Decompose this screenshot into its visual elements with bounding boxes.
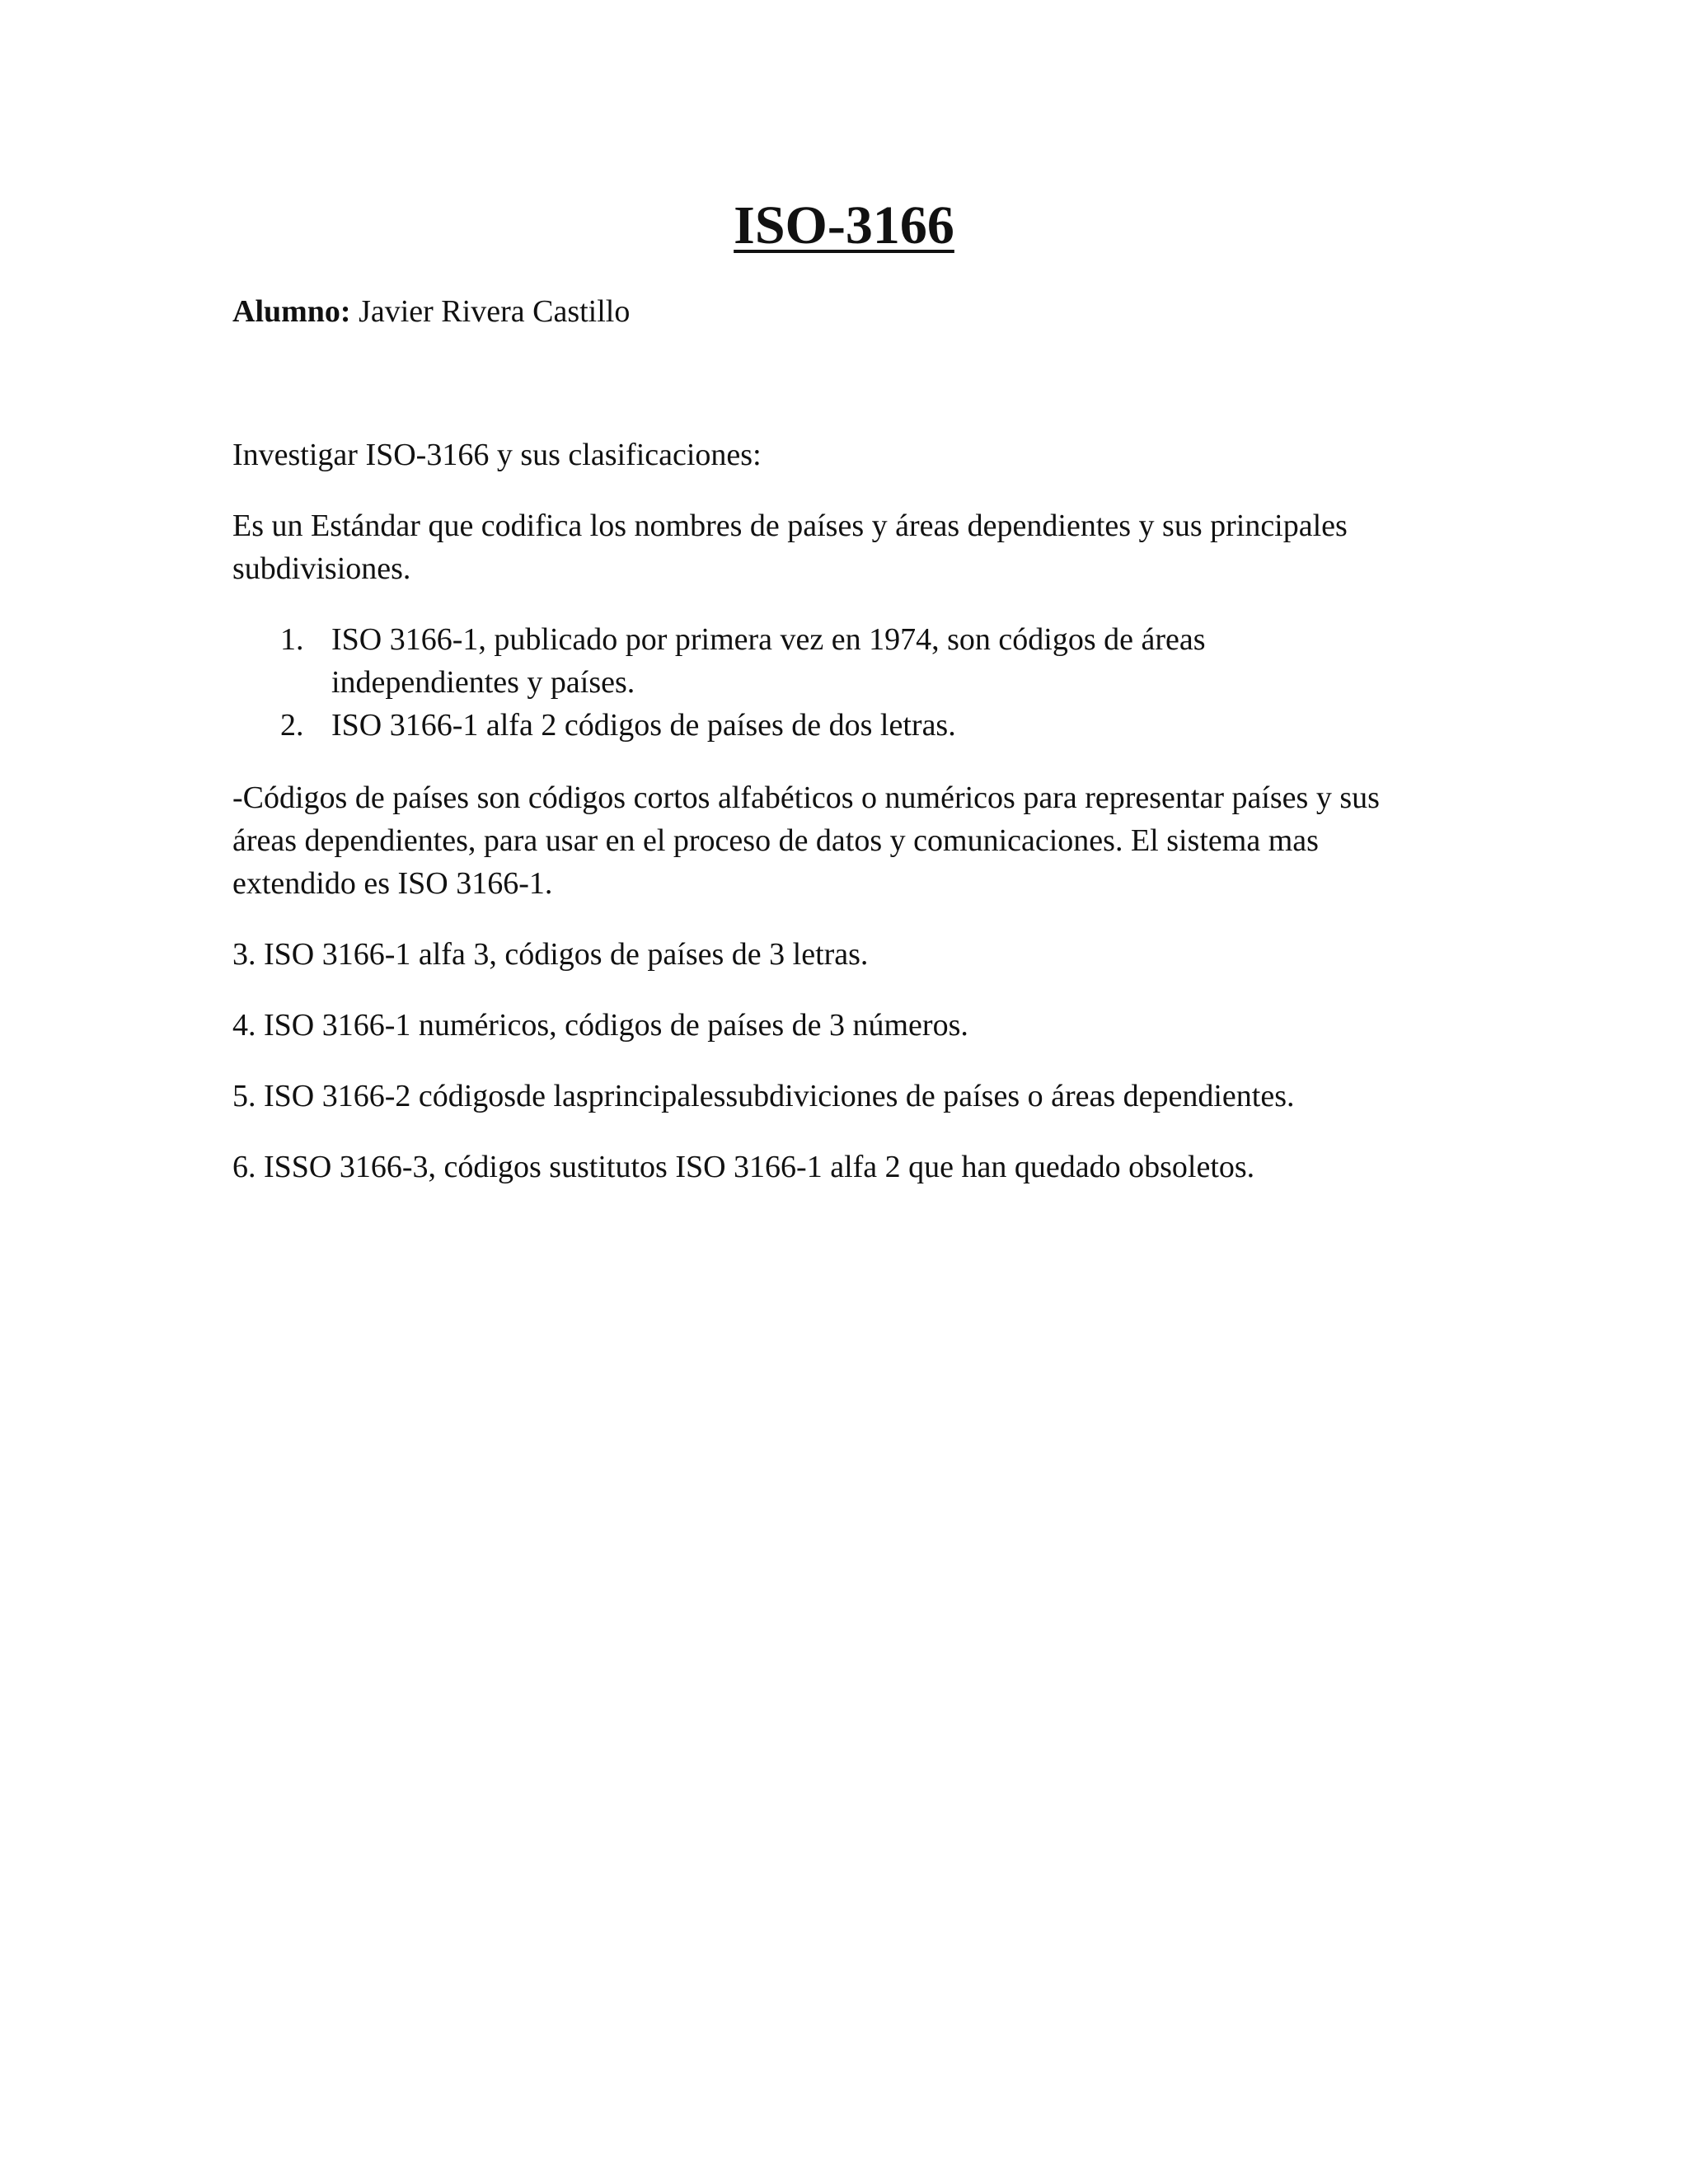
country-codes-paragraph [232, 776, 1380, 905]
country-codes-line-1: -Códigos de países son códigos cortos alfabéticos o numéricos para representar países y sus [232, 780, 1380, 815]
list-item [232, 618, 1206, 704]
classification-item-3: 3. ISO 3166-1 alfa 3, códigos de países de 3 letras. [232, 937, 869, 972]
classification-list [232, 618, 1206, 747]
country-codes-line-3: extendido es ISO 3166-1. [232, 866, 553, 901]
list-item-number: 1. [280, 622, 304, 657]
definition-paragraph [232, 504, 1348, 590]
student-label: Alumno: [232, 294, 351, 329]
document-title: ISO-3166 [734, 195, 954, 255]
classification-item-5: 5. ISO 3166-2 códigosde lasprincipalessubdiviciones de países o áreas dependientes. [232, 1079, 1295, 1113]
list-item-number: 2. [280, 708, 304, 743]
classification-item-6: 6. ISSO 3166-3, códigos sustitutos ISO 3166-1 alfa 2 que han quedado obsoletos. [232, 1150, 1255, 1184]
student-name: Javier Rivera Castillo [350, 294, 631, 329]
list-item-line-1: ISO 3166-1 alfa 2 códigos de países de dos letras. [331, 708, 956, 743]
classification-item-4: 4. ISO 3166-1 numéricos, códigos de países de 3 números. [232, 1008, 968, 1043]
list-item-line-2: independientes y países. [331, 665, 635, 700]
country-codes-line-2: áreas dependientes, para usar en el proceso de datos y comunicaciones. El sistema mas [232, 823, 1319, 858]
student-line [232, 290, 630, 333]
intro-text: Investigar ISO-3166 y sus clasificaciones: [232, 438, 762, 472]
list-item-line-1: ISO 3166-1, publicado por primera vez en 1974, son códigos de áreas [331, 622, 1206, 657]
list-item [232, 704, 1206, 747]
definition-line-1: Es un Estándar que codifica los nombres de países y áreas dependientes y sus principales [232, 509, 1348, 543]
definition-line-2: subdivisiones. [232, 551, 411, 586]
